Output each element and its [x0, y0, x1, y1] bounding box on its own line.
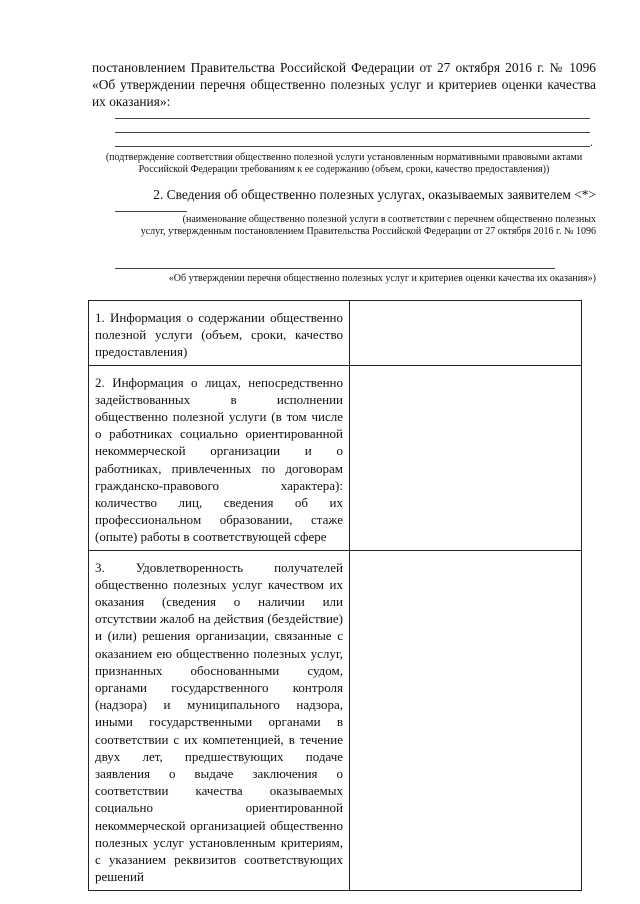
decree-line[interactable]: [115, 268, 555, 269]
row-value-cell[interactable]: [350, 365, 582, 550]
table-row: [89, 301, 582, 366]
section-heading: 2. Сведения об общественно полезных услугах, оказываемых заявителем <*>: [153, 187, 596, 202]
fill-end-mark: .: [590, 135, 593, 149]
row-label: 3. Удовлетворенность получателей общественно полезных услуг качеством их оказания (сведения о наличии или отсутствии жалоб на действия (бездействие) и (или) решения организации, связанные с оказанием ею общественно полезных услуг, признанных обоснованными судом, органами государственного контроля (надзора) и муниципального надзора, иными государственными органами в соответствии с их компетенцией, в течение двух лет, предшествующих подаче заявления о выдаче заключения о соответствии качества оказываемых социально ориентированной некоммерческой организацией общественно полезных услуг установленным критериям, с указанием реквизитов соответствующих решений: [95, 559, 343, 885]
row-label: 1. Информация о содержании общественно полезной услуги (объем, сроки, качество предоставления): [95, 310, 343, 360]
confirmation-caption: (подтверждение соответствия общественно полезной услуги установленным нормативными правовыми актами Российской Федерации требованиям к ее содержанию (объем, сроки, качество предоставления)): [105, 152, 583, 175]
service-name-line[interactable]: [115, 211, 187, 212]
row-label-cell: [89, 550, 350, 890]
service-name-caption-line2: услуг, утвержденным постановлением Правительства Российской Федерации от 27 октября 2016 г. № 1096: [140, 226, 596, 237]
table-row: [89, 550, 582, 890]
intro-paragraph: постановлением Правительства Российской Федерации от 27 октября 2016 г. № 1096 «Об утверждении перечня общественно полезных услуг и критериев оценки качества их оказания»:: [92, 60, 596, 109]
service-name-caption: [92, 214, 596, 238]
row-label-cell: [89, 365, 350, 550]
decree-caption: «Об утверждении перечня общественно полезных услуг и критериев оценки качества их оказания»): [168, 273, 596, 284]
service-name-caption-line1: (наименование общественно полезной услуги в соответствии с перечнем общественно полезных: [182, 214, 596, 225]
fill-line-1[interactable]: [115, 118, 590, 119]
services-info-table: [88, 300, 582, 891]
fill-line-2[interactable]: [115, 132, 590, 133]
row-value-cell[interactable]: [350, 301, 582, 366]
fill-line-3[interactable]: [115, 146, 590, 147]
row-label: 2. Информация о лицах, непосредственно задействованных в исполнении общественно полезной услуги (в том числе о работниках социально ориентированной некоммерческой организации и о работниках, привлеченных по договорам гражданско-правового характера): количество лиц, сведения об их профессиональном образовании, стаже (опыте) работы в соответствующей сфере: [95, 374, 343, 545]
row-label-cell: [89, 301, 350, 366]
table-row: [89, 365, 582, 550]
row-value-cell[interactable]: [350, 550, 582, 890]
